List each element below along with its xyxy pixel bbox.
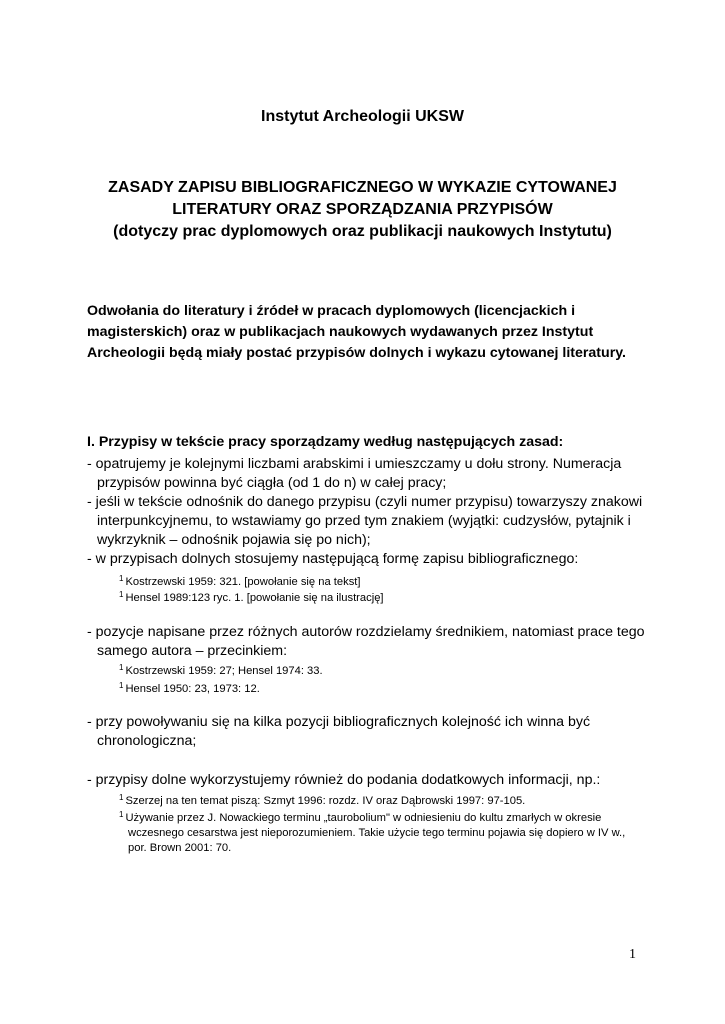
footnote-text: Kostrzewski 1959: 321. [powołanie się na tekst] — [125, 576, 361, 588]
title-subtitle: (dotyczy prac dyplomowych oraz publikacji naukowych Instytutu) — [113, 223, 612, 240]
title-line-2: LITERATURY ORAZ SPORZĄDZANIA PRZYPISÓW — [172, 201, 553, 218]
rule-separators: - pozycje napisane przez różnych autorów rozdzielamy średnikiem, natomiast prace tego samego autora – przecinkiem: — [87, 624, 645, 659]
rule-format: - w przypisach dolnych stosujemy następującą formę zapisu bibliograficznego: — [87, 551, 579, 567]
rule-punctuation: - jeśli w tekście odnośnik do danego przypisu (czyli numer przypisu) towarzyszy znakowi interpunkcyjnemu, to wstawiamy go przed tym znakiem (wyjątki: cudzysłów, pytajnik i wykrzyknik – odnośnik pojawia się po nich); — [87, 494, 643, 548]
footnote-number: 1 — [119, 793, 124, 802]
footnote-example — [119, 587, 639, 606]
footnote-example — [119, 807, 628, 856]
footnote-text: Kostrzewski 1959: 27; Hensel 1974: 33. — [125, 665, 323, 677]
section-heading: I. Przypisy w tekście pracy sporządzamy według następujących zasad: — [87, 434, 564, 450]
footnote-number: 1 — [119, 810, 124, 819]
document-title — [0, 177, 725, 243]
intro-paragraph: Odwołania do literatury i źródeł w pracach dyplomowych (licencjackich i magisterskich) oraz w publikacjach naukowych wydawanych przez Instytut Archeologii będą miały postać przypisów dolnych i wykazu cytowanej literatury. — [87, 303, 626, 361]
footnote-example — [119, 678, 639, 697]
page-number: 1 — [629, 947, 636, 962]
footnote-text: Hensel 1989:123 ryc. 1. [powołanie się na ilustrację] — [125, 592, 384, 604]
footnote-text: Używanie przez J. Nowackiego terminu „taurobolium" w odniesieniu do kultu zmarłych w okresie wczesnego cesarstwa jest nieporozumieniem. Takie użycie tego terminu pojawia się dopiero w IV w., por. Brown 2001: 70. — [125, 812, 626, 854]
title-line-1: ZASADY ZAPISU BIBLIOGRAFICZNEGO W WYKAZIE CYTOWANEJ — [108, 179, 617, 196]
footnote-number: 1 — [119, 574, 124, 583]
rule-chronology: - przy powoływaniu się na kilka pozycji bibliograficznych kolejność ich winna być chronologiczna; — [87, 714, 591, 749]
footnote-text: Hensel 1950: 23, 1973: 12. — [125, 683, 260, 695]
rule-additional-info: - przypisy dolne wykorzystujemy również do podania dodatkowych informacji, np.: — [87, 772, 601, 788]
institute-name: Instytut Archeologii UKSW — [261, 108, 464, 125]
footnote-number: 1 — [119, 590, 124, 599]
footnote-text: Szerzej na ten temat piszą: Szmyt 1996: rozdz. IV oraz Dąbrowski 1997: 97-105. — [125, 795, 526, 807]
footnote-number: 1 — [119, 681, 124, 690]
footnote-example — [119, 660, 639, 679]
rule-numbering: - opatrujemy je kolejnymi liczbami arabskimi i umieszczamy u dołu strony. Numeracja przypisów powinna być ciągła (od 1 do n) w całej pracy; — [87, 456, 622, 491]
footnote-number: 1 — [119, 663, 124, 672]
